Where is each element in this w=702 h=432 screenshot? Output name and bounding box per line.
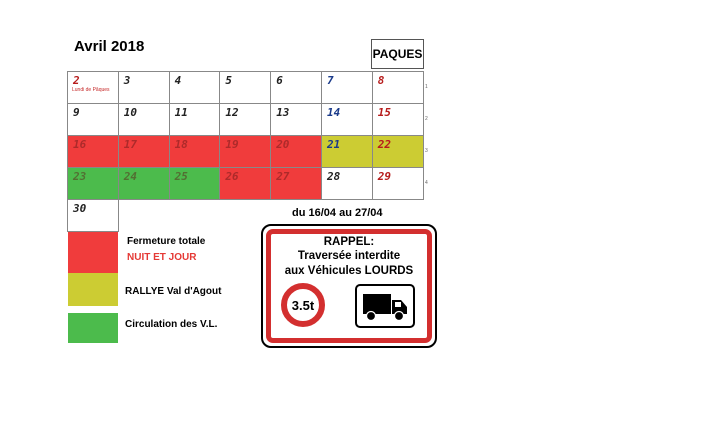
calendar-day-cell xyxy=(118,103,170,136)
calendar-day-cell xyxy=(321,167,373,200)
calendar-day-cell xyxy=(67,199,119,232)
calendar-day-number: 11 xyxy=(174,106,188,119)
legend-closure-sublabel: NUIT ET JOUR xyxy=(127,252,197,263)
calendar-day-cell xyxy=(372,103,424,136)
legend-vl-label: Circulation des V.L. xyxy=(125,319,218,330)
paques-label-box: PAQUES xyxy=(371,39,424,69)
calendar-day-cell xyxy=(169,103,221,136)
sign-line-traversee: Traversée interdite xyxy=(297,250,401,262)
calendar-day-cell xyxy=(118,135,170,168)
calendar-day-cell xyxy=(270,167,322,200)
legend-swatch-rallye xyxy=(68,273,118,306)
calendar-title: Avril 2018 xyxy=(74,38,145,55)
calendar-day-number: 8 xyxy=(377,74,385,87)
weight-limit-sign-icon xyxy=(281,283,325,327)
reminder-sign xyxy=(261,224,437,348)
margin-mark: 3 xyxy=(425,148,428,154)
weight-limit-label: 3.5t xyxy=(291,297,315,313)
calendar-day-cell xyxy=(270,135,322,168)
calendar-day-cell xyxy=(321,71,373,104)
calendar-day-number: 4 xyxy=(174,74,182,87)
calendar-day-number: 10 xyxy=(123,106,138,119)
calendar-day-number: 29 xyxy=(377,170,392,183)
calendar-day-number: 6 xyxy=(276,74,283,87)
calendar-day-cell xyxy=(67,167,119,200)
sign-line-vehicules: aux Véhicules LOURDS xyxy=(284,265,414,277)
calendar-day-number: 14 xyxy=(327,106,341,119)
calendar-day-number: 2 xyxy=(73,74,80,87)
legend-swatch-vl xyxy=(68,313,118,343)
calendar-day-number: 25 xyxy=(174,170,188,183)
calendar-day-number: 28 xyxy=(327,170,341,183)
calendar-day-number: 7 xyxy=(327,74,334,87)
calendar-day-number: 3 xyxy=(123,74,131,87)
calendar-day-cell xyxy=(169,167,221,200)
calendar-day-number: 26 xyxy=(225,170,239,183)
calendar-day-cell xyxy=(67,103,119,136)
truck-sign-panel xyxy=(355,284,415,328)
calendar-day-number: 27 xyxy=(276,170,290,183)
calendar-day-number: 20 xyxy=(276,138,290,151)
calendar-day-number: 21 xyxy=(327,138,341,151)
legend-closure-label: Fermeture totale xyxy=(127,236,206,247)
calendar-day-number: 23 xyxy=(73,170,87,183)
calendar-day-cell xyxy=(219,167,271,200)
calendar-day-cell xyxy=(372,135,424,168)
calendar-day-cell xyxy=(118,71,170,104)
calendar-day-cell xyxy=(118,167,170,200)
calendar-day-cell xyxy=(169,71,221,104)
calendar-day-number: 17 xyxy=(123,138,138,151)
sign-line-rappel: RAPPEL: xyxy=(323,236,375,248)
calendar-day-number: 22 xyxy=(377,138,392,151)
calendar-day-cell xyxy=(219,103,271,136)
calendar-day-number: 16 xyxy=(73,138,87,151)
calendar-day-cell xyxy=(67,71,119,104)
closure-period-text: du 16/04 au 27/04 xyxy=(292,207,383,219)
legend-rallye-label: RALLYE Val d'Agout xyxy=(125,286,222,297)
calendar-day-number: 19 xyxy=(225,138,239,151)
sign-red-border xyxy=(266,229,432,343)
calendar-day-cell xyxy=(219,71,271,104)
calendar-day-number: 15 xyxy=(377,106,392,119)
calendar-day-cell xyxy=(67,135,119,168)
calendar-day-note: Lundi de Pâques xyxy=(72,87,110,93)
calendar-day-cell xyxy=(321,103,373,136)
calendar-day-number: 13 xyxy=(276,106,290,119)
calendar-day-number: 12 xyxy=(225,106,239,119)
calendar-day-cell xyxy=(270,103,322,136)
calendar-day-number: 9 xyxy=(73,106,80,119)
calendar-day-cell xyxy=(270,71,322,104)
calendar-day-number: 5 xyxy=(225,74,233,87)
calendar-day-cell xyxy=(372,167,424,200)
truck-icon xyxy=(357,286,413,326)
margin-mark: 4 xyxy=(425,180,428,186)
calendar-day-number: 30 xyxy=(73,202,87,215)
calendar-day-number: 18 xyxy=(174,138,188,151)
legend-swatch-closure xyxy=(68,232,118,277)
calendar-day-cell xyxy=(321,135,373,168)
margin-mark: 2 xyxy=(425,116,428,122)
calendar-day-cell xyxy=(372,71,424,104)
calendar-day-number: 24 xyxy=(123,170,138,183)
margin-mark: 1 xyxy=(425,84,428,90)
calendar-day-cell xyxy=(169,135,221,168)
calendar-day-cell xyxy=(219,135,271,168)
